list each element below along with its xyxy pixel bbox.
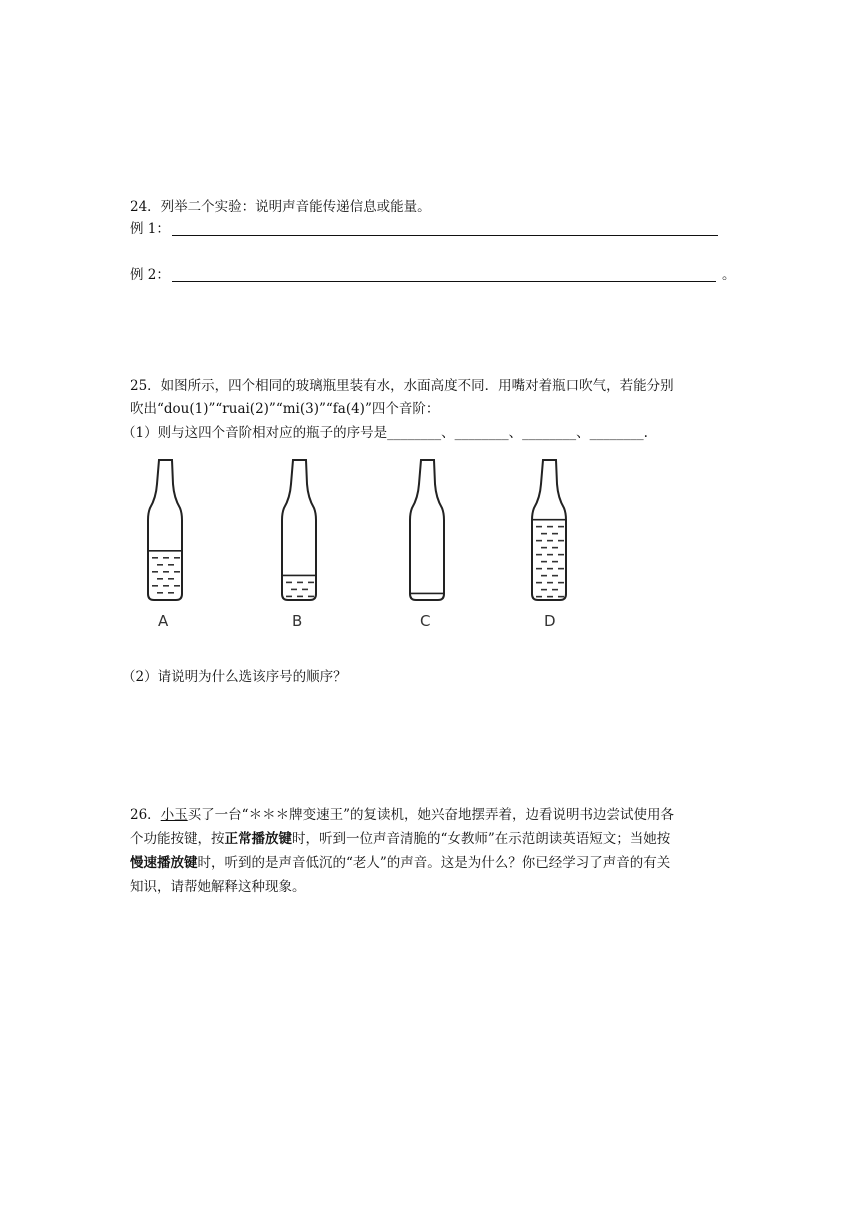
q26-name: 小玉	[160, 807, 188, 823]
q26-normal-play-key: 正常播放键	[224, 831, 292, 847]
q25-line2: 吹出“dou(1)”“ruai(2)”“mi(3)”“fa(4)”四个音阶：	[130, 401, 440, 417]
bottle-d	[522, 458, 582, 608]
bottle-a-outline	[148, 460, 182, 600]
q24-example2-label: 例 2：	[130, 267, 170, 283]
bottle-b	[272, 458, 332, 608]
q25-part1: （1）则与这四个音阶相对应的瓶子的序号是________、________、________、________.	[122, 425, 648, 441]
q26-text3: 时，听到的是声音低沉的“老人”的声音。这是为什么？你已经学习了声音的有关	[197, 855, 671, 871]
q26-text1: 买了一台“＊＊＊牌变速王”的复读机，她兴奋地摆弄着，边看说明书边尝试使用各	[187, 807, 674, 823]
bottle-b-label: B	[292, 612, 303, 630]
q24-example1-blank[interactable]	[172, 235, 718, 236]
q26-line3	[130, 854, 670, 872]
q25-part2: （2）请说明为什么选该序号的顺序？	[122, 669, 347, 685]
bottle-a-label: A	[158, 612, 169, 630]
bottle-b-outline	[282, 460, 316, 600]
q24-title: 24．列举二个实验：说明声音能传递信息或能量。	[130, 199, 431, 215]
q24-example1-label: 例 1：	[130, 221, 170, 237]
bottle-d-outline	[532, 460, 566, 600]
bottle-c	[400, 458, 460, 608]
q26-text2b: 时，听到一位声音清脆的“女教师”在示范朗读英语短文；当她按	[292, 831, 671, 847]
bottle-c-label: C	[420, 612, 431, 630]
q26-text2a: 个功能按键，按	[130, 831, 225, 847]
q26-line1	[130, 806, 674, 824]
bottle-c-outline	[410, 460, 444, 600]
bottle-a	[138, 458, 198, 608]
q25-line1: 25．如图所示，四个相同的玻璃瓶里装有水，水面高度不同．用嘴对着瓶口吹气，若能分别	[130, 378, 674, 394]
q26-line4: 知识，请帮她解释这种现象。	[130, 879, 306, 895]
q24-example2-blank[interactable]	[172, 281, 716, 282]
q26-line2	[130, 830, 670, 848]
q24-example2-end: 。	[722, 267, 736, 283]
q26-number: 26．	[130, 807, 161, 823]
q26-slow-play-key: 慢速播放键	[130, 855, 198, 871]
bottle-d-label: D	[544, 612, 556, 630]
